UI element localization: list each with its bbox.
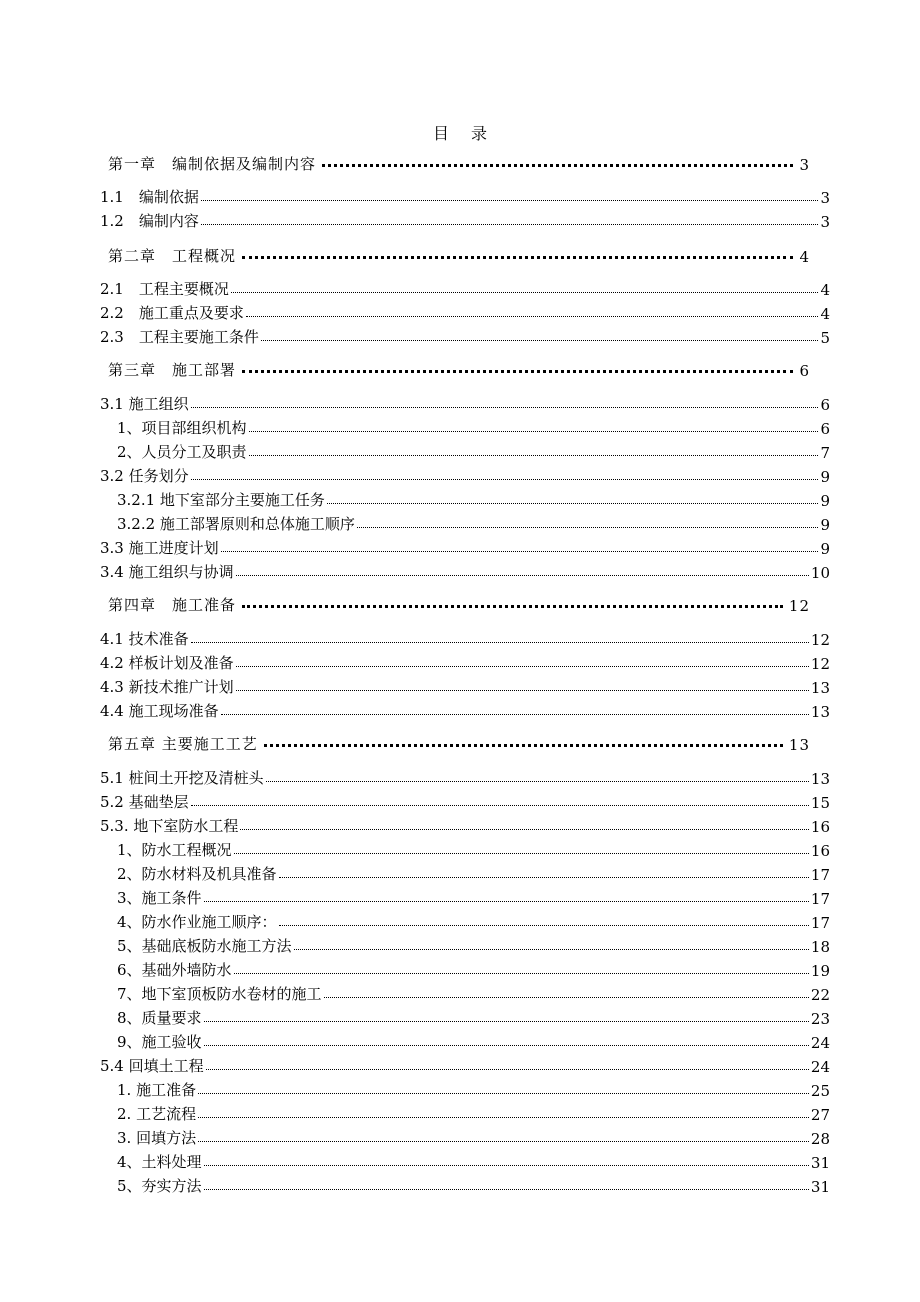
dot-leader <box>198 1117 809 1118</box>
toc-title: 目录 <box>432 124 509 143</box>
dot-leader <box>221 551 819 552</box>
toc-entry-page-number: 12 <box>810 631 830 649</box>
toc-entry[interactable] <box>117 1150 830 1172</box>
toc-entry-label: 4.4 施工现场准备 <box>100 702 219 720</box>
toc-entry-label: 7、地下室顶板防水卷材的施工 <box>117 985 322 1003</box>
toc-entry[interactable] <box>100 277 830 299</box>
dot-leader <box>242 256 793 259</box>
toc-entry-page-number: 13 <box>810 770 830 788</box>
toc-entry-page-number: 17 <box>810 890 830 908</box>
toc-entry-page-number: 31 <box>810 1154 830 1172</box>
toc-entry[interactable] <box>100 651 830 673</box>
toc-entry[interactable] <box>108 593 810 615</box>
toc-entry[interactable] <box>117 862 830 884</box>
toc-entry[interactable] <box>100 209 830 231</box>
toc-entry-label: 3.2.1 地下室部分主要施工任务 <box>117 491 325 509</box>
toc-entry[interactable] <box>117 886 830 908</box>
toc-entry[interactable] <box>117 958 830 980</box>
dot-leader <box>191 805 809 806</box>
toc-entry[interactable] <box>117 838 830 860</box>
toc-entry-label: 1.1 编制依据 <box>100 188 199 206</box>
toc-entry-label: 3.2 任务划分 <box>100 467 189 485</box>
toc-entry-label: 第三章 施工部署 <box>108 361 237 379</box>
toc-entry-label: 2.3 工程主要施工条件 <box>100 328 259 346</box>
toc-entry[interactable] <box>100 675 830 697</box>
toc-entry[interactable] <box>117 1078 830 1100</box>
dot-leader <box>231 292 819 293</box>
toc-entry-label: 2、人员分工及职责 <box>117 443 247 461</box>
toc-entry[interactable] <box>117 982 830 1004</box>
toc-entry-page-number: 3 <box>799 156 810 174</box>
toc-entry-page-number: 31 <box>810 1178 830 1196</box>
toc-entry-page-number: 25 <box>810 1082 830 1100</box>
dot-leader <box>198 1141 809 1142</box>
toc-entry-label: 2.2 施工重点及要求 <box>100 304 244 322</box>
toc-entry-page-number: 9 <box>820 468 830 486</box>
toc-entry-page-number: 17 <box>810 914 830 932</box>
dot-leader <box>198 1093 809 1094</box>
toc-entry-page-number: 9 <box>820 492 830 510</box>
toc-entry-page-number: 28 <box>810 1130 830 1148</box>
dot-leader <box>294 949 809 950</box>
toc-entry-label: 5.3. 地下室防水工程 <box>100 817 239 835</box>
dot-leader <box>206 1069 809 1070</box>
dot-leader <box>204 1021 809 1022</box>
toc-entry-page-number: 6 <box>820 420 830 438</box>
toc-entry-label: 第四章 施工准备 <box>108 596 237 614</box>
toc-entry-page-number: 6 <box>820 396 830 414</box>
dot-leader <box>249 431 819 432</box>
toc-entry[interactable] <box>117 1174 830 1196</box>
toc-entry[interactable] <box>117 1126 830 1148</box>
toc-entry-label: 3. 回填方法 <box>117 1129 197 1147</box>
toc-entry[interactable] <box>100 560 830 582</box>
toc-entry-label: 3、施工条件 <box>117 889 202 907</box>
toc-entry[interactable] <box>117 440 830 462</box>
toc-entry-label: 第五章 主要施工工艺 <box>108 735 258 753</box>
toc-entry-label: 2. 工艺流程 <box>117 1105 197 1123</box>
dot-leader <box>204 1045 809 1046</box>
toc-entry-page-number: 23 <box>810 1010 830 1028</box>
dot-leader <box>204 901 809 902</box>
dot-leader <box>249 455 819 456</box>
toc-entry-page-number: 17 <box>810 866 830 884</box>
toc-entry-page-number: 16 <box>810 818 830 836</box>
toc-entry-page-number: 15 <box>810 794 830 812</box>
dot-leader <box>234 853 809 854</box>
toc-entry-label: 3.2.2 施工部署原则和总体施工顺序 <box>117 515 355 533</box>
toc-entry-page-number: 4 <box>820 281 830 299</box>
toc-entry[interactable] <box>108 732 810 754</box>
dot-leader <box>266 781 809 782</box>
toc-entry[interactable] <box>100 464 830 486</box>
toc-entry[interactable] <box>100 766 830 788</box>
toc-entry-page-number: 12 <box>788 597 810 615</box>
toc-entry-page-number: 16 <box>810 842 830 860</box>
dot-leader <box>191 642 809 643</box>
toc-entry[interactable] <box>100 185 830 207</box>
dot-leader <box>327 503 819 504</box>
toc-entry-label: 1、项目部组织机构 <box>117 419 247 437</box>
toc-entry[interactable] <box>108 358 810 380</box>
toc-entry[interactable] <box>100 790 830 812</box>
toc-entry-label: 第二章 工程概况 <box>108 247 237 265</box>
toc-entry-label: 5、夯实方法 <box>117 1177 202 1195</box>
toc-entry-label: 5、基础底板防水施工方法 <box>117 937 292 955</box>
toc-entry[interactable] <box>117 934 830 956</box>
toc-entry-label: 1.2 编制内容 <box>100 212 199 230</box>
toc-entry-page-number: 22 <box>810 986 830 1004</box>
dot-leader <box>279 877 809 878</box>
dot-leader <box>191 407 819 408</box>
toc-entry-label: 2.1 工程主要概况 <box>100 280 229 298</box>
toc-entry-page-number: 10 <box>810 564 830 582</box>
dot-leader <box>324 997 809 998</box>
toc-entry-label: 4.1 技术准备 <box>100 630 189 648</box>
toc-entry-page-number: 4 <box>799 248 810 266</box>
dot-leader <box>322 164 793 167</box>
toc-entry-label: 1、防水工程概况 <box>117 841 232 859</box>
toc-entry[interactable] <box>117 416 830 438</box>
toc-entry-page-number: 3 <box>820 213 830 231</box>
toc-entry[interactable] <box>100 325 830 347</box>
toc-entry-label: 6、基础外墙防水 <box>117 961 232 979</box>
toc-entry-label: 1. 施工准备 <box>117 1081 197 1099</box>
toc-entry-page-number: 24 <box>810 1058 830 1076</box>
toc-entry-label: 2、防水材料及机具准备 <box>117 865 277 883</box>
toc-entry[interactable] <box>108 244 810 266</box>
toc-entry-page-number: 9 <box>820 540 830 558</box>
toc-entry-label: 4.2 样板计划及准备 <box>100 654 234 672</box>
dot-leader <box>279 925 809 926</box>
toc-entry-page-number: 19 <box>810 962 830 980</box>
toc-entry-label: 4.3 新技术推广计划 <box>100 678 234 696</box>
toc-entry-page-number: 6 <box>799 362 810 380</box>
toc-entry-label: 4、防水作业施工顺序： <box>117 913 277 931</box>
toc-entry[interactable] <box>100 301 830 323</box>
dot-leader <box>246 316 819 317</box>
dot-leader <box>240 829 809 830</box>
toc-entry[interactable] <box>117 910 830 932</box>
dot-leader <box>264 744 783 747</box>
toc-entry-page-number: 4 <box>820 305 830 323</box>
toc-entry[interactable] <box>117 1030 830 1052</box>
dot-leader <box>201 224 819 225</box>
dot-leader <box>236 666 809 667</box>
toc-entry-label: 4、土料处理 <box>117 1153 202 1171</box>
dot-leader <box>357 527 819 528</box>
toc-entry-label: 5.1 桩间土开挖及清桩头 <box>100 769 264 787</box>
toc-entry-page-number: 9 <box>820 516 830 534</box>
dot-leader <box>204 1165 809 1166</box>
toc-entry-page-number: 3 <box>820 189 830 207</box>
dot-leader <box>261 340 819 341</box>
dot-leader <box>242 605 783 608</box>
toc-entry-page-number: 12 <box>810 655 830 673</box>
toc-entry-page-number: 5 <box>820 329 830 347</box>
toc-entry-page-number: 18 <box>810 938 830 956</box>
toc-entry[interactable] <box>100 1054 830 1076</box>
toc-entry[interactable] <box>100 699 830 721</box>
toc-entry-page-number: 24 <box>810 1034 830 1052</box>
toc-entry[interactable] <box>100 627 830 649</box>
toc-entry[interactable] <box>100 392 830 414</box>
dot-leader <box>221 714 809 715</box>
toc-entry-label: 8、质量要求 <box>117 1009 202 1027</box>
dot-leader <box>201 200 819 201</box>
toc-entry-page-number: 13 <box>810 703 830 721</box>
toc-entry-label: 5.2 基础垫层 <box>100 793 189 811</box>
toc-entry[interactable] <box>117 488 830 510</box>
toc-entry[interactable] <box>117 512 830 534</box>
toc-entry[interactable] <box>108 152 810 174</box>
toc-entry-label: 9、施工验收 <box>117 1033 202 1051</box>
dot-leader <box>234 973 809 974</box>
toc-entry-label: 3.1 施工组织 <box>100 395 189 413</box>
dot-leader <box>191 479 819 480</box>
toc-entry-label: 5.4 回填土工程 <box>100 1057 204 1075</box>
dot-leader <box>242 370 793 373</box>
toc-entry-label: 3.4 施工组织与协调 <box>100 563 234 581</box>
toc-entry-page-number: 13 <box>788 736 810 754</box>
toc-entry[interactable] <box>100 814 830 836</box>
toc-entry[interactable] <box>117 1006 830 1028</box>
toc-entry[interactable] <box>100 536 830 558</box>
toc-entry-page-number: 13 <box>810 679 830 697</box>
dot-leader <box>204 1189 809 1190</box>
toc-entry-label: 第一章 编制依据及编制内容 <box>108 155 317 173</box>
toc-entry-label: 3.3 施工进度计划 <box>100 539 219 557</box>
dot-leader <box>236 690 809 691</box>
toc-entry[interactable] <box>117 1102 830 1124</box>
dot-leader <box>236 575 809 576</box>
toc-entry-page-number: 27 <box>810 1106 830 1124</box>
toc-entry-page-number: 7 <box>820 444 830 462</box>
